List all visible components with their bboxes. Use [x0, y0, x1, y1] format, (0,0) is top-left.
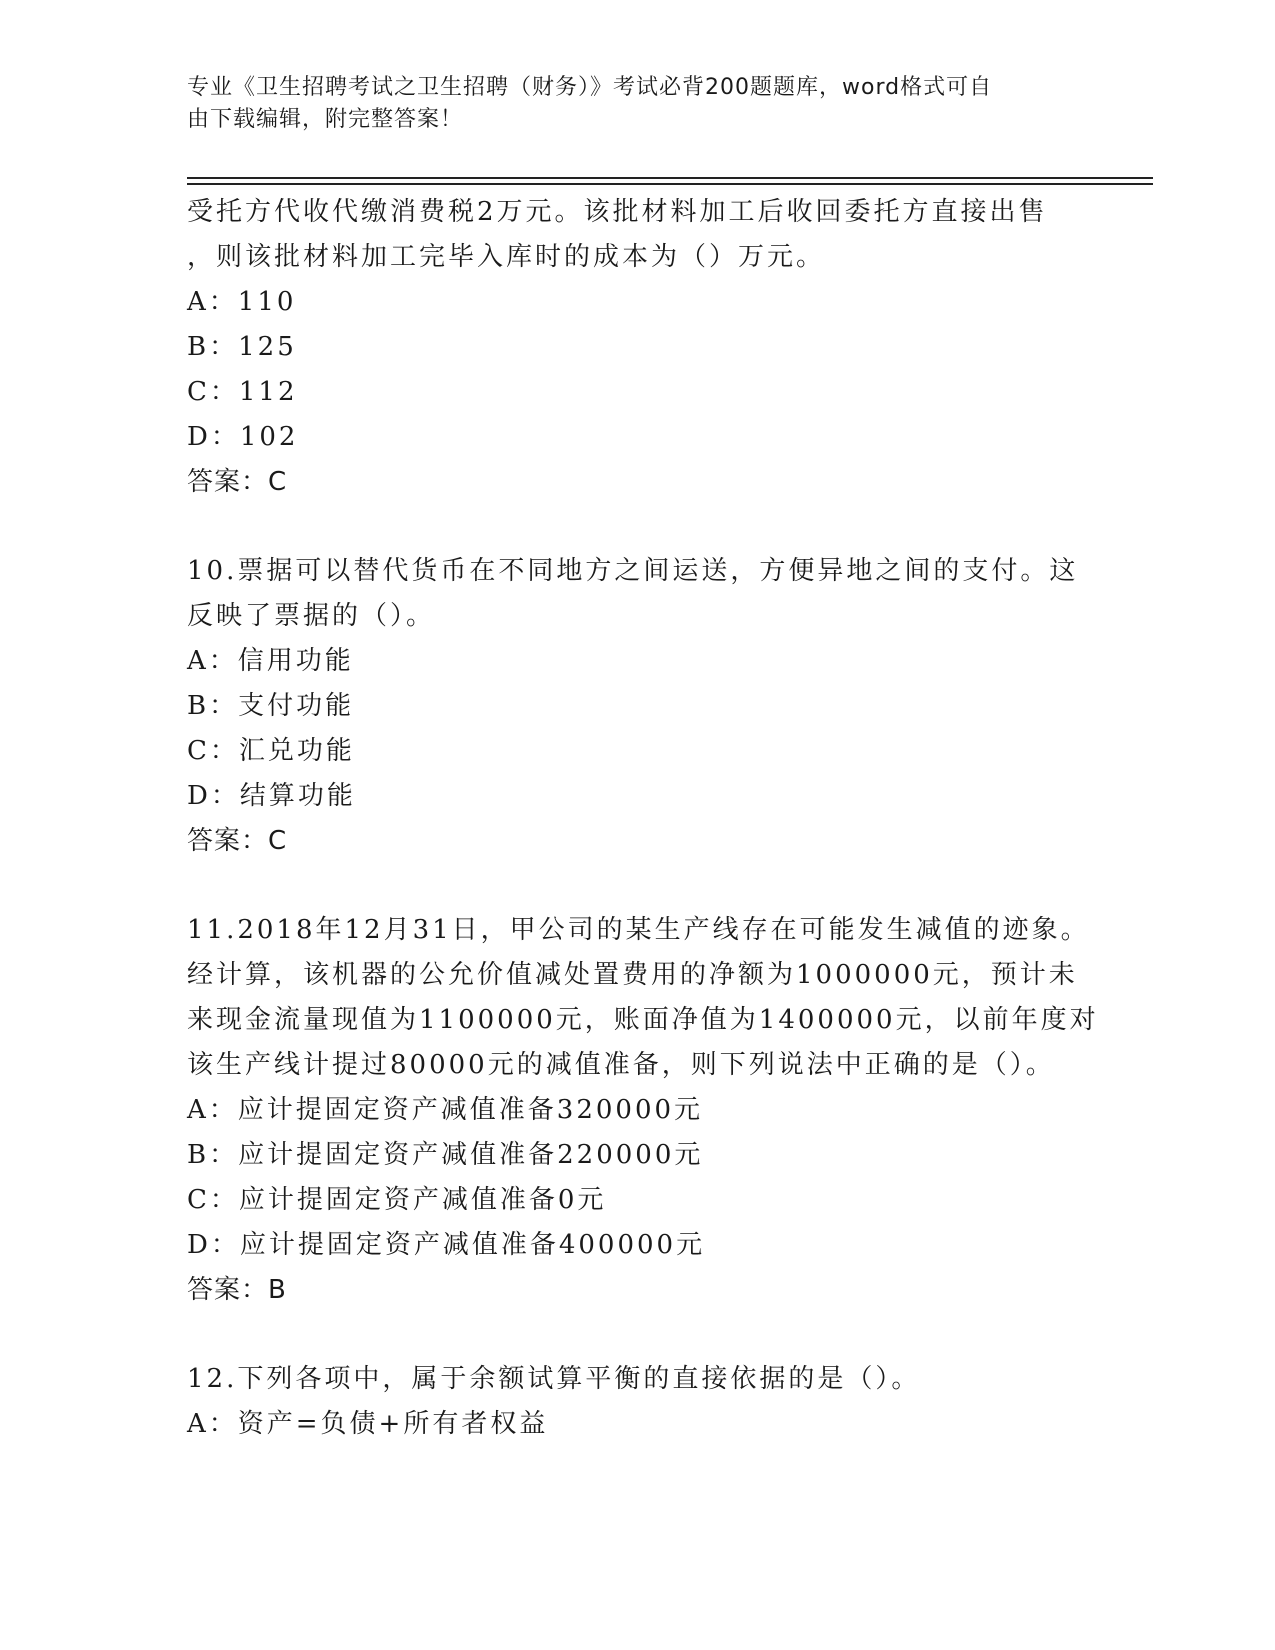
answer-line: 答案：C — [187, 467, 288, 497]
option-a: A：应计提固定资产减值准备320000元 — [187, 1095, 704, 1125]
question-text-line: 该生产线计提过80000元的减值准备，则下列说法中正确的是（）。 — [187, 1050, 1055, 1080]
option-a: A：信用功能 — [187, 646, 354, 676]
option-a: A：资产=负债+所有者权益 — [187, 1409, 549, 1439]
option-a: A：110 — [187, 287, 297, 317]
option-d: D：应计提固定资产减值准备400000元 — [187, 1230, 706, 1260]
header-line-2: 由下载编辑，附完整答案！ — [187, 107, 464, 132]
question-text-line: 来现金流量现值为1100000元，账面净值为1400000元，以前年度对 — [187, 1005, 1099, 1035]
header-rule-top — [187, 177, 1153, 179]
question-text-line: 受托方代收代缴消费税2万元。该批材料加工后收回委托方直接出售 — [187, 197, 1048, 227]
question-list — [187, 190, 1099, 1447]
question-text-line: 反映了票据的（）。 — [187, 601, 436, 631]
question-text-line: 12.下列各项中，属于余额试算平衡的直接依据的是（）。 — [187, 1364, 921, 1394]
question-spacer — [187, 1313, 1087, 1357]
option-c: C：112 — [187, 377, 298, 407]
question-text-line: 10.票据可以替代货币在不同地方之间运送，方便异地之间的支付。这 — [187, 556, 1079, 586]
document-header — [187, 72, 1067, 136]
answer-line: 答案：B — [187, 1275, 287, 1305]
question-block — [187, 549, 1087, 864]
question-spacer — [187, 864, 1087, 908]
option-d: D：结算功能 — [187, 781, 356, 811]
header-line-1: 专业《卫生招聘考试之卫生招聘（财务）》考试必背200题题库，word格式可自 — [187, 75, 993, 100]
option-b: B：125 — [187, 332, 297, 362]
question-text-line: ，则该批材料加工完毕入库时的成本为（）万元。 — [187, 242, 826, 272]
question-block — [187, 190, 1087, 505]
option-c: C：汇兑功能 — [187, 736, 355, 766]
option-b: B：支付功能 — [187, 691, 355, 721]
option-d: D：102 — [187, 422, 299, 452]
question-block — [187, 1357, 1087, 1447]
answer-line: 答案：C — [187, 826, 288, 856]
question-block — [187, 908, 1099, 1313]
question-text-line: 11.2018年12月31日，甲公司的某生产线存在可能发生减值的迹象。 — [187, 915, 1090, 945]
header-rule-bottom — [187, 183, 1153, 185]
question-spacer — [187, 505, 1087, 549]
option-b: B：应计提固定资产减值准备220000元 — [187, 1140, 704, 1170]
option-c: C：应计提固定资产减值准备0元 — [187, 1185, 607, 1215]
question-text-line: 经计算，该机器的公允价值减处置费用的净额为1000000元，预计未 — [187, 960, 1078, 990]
